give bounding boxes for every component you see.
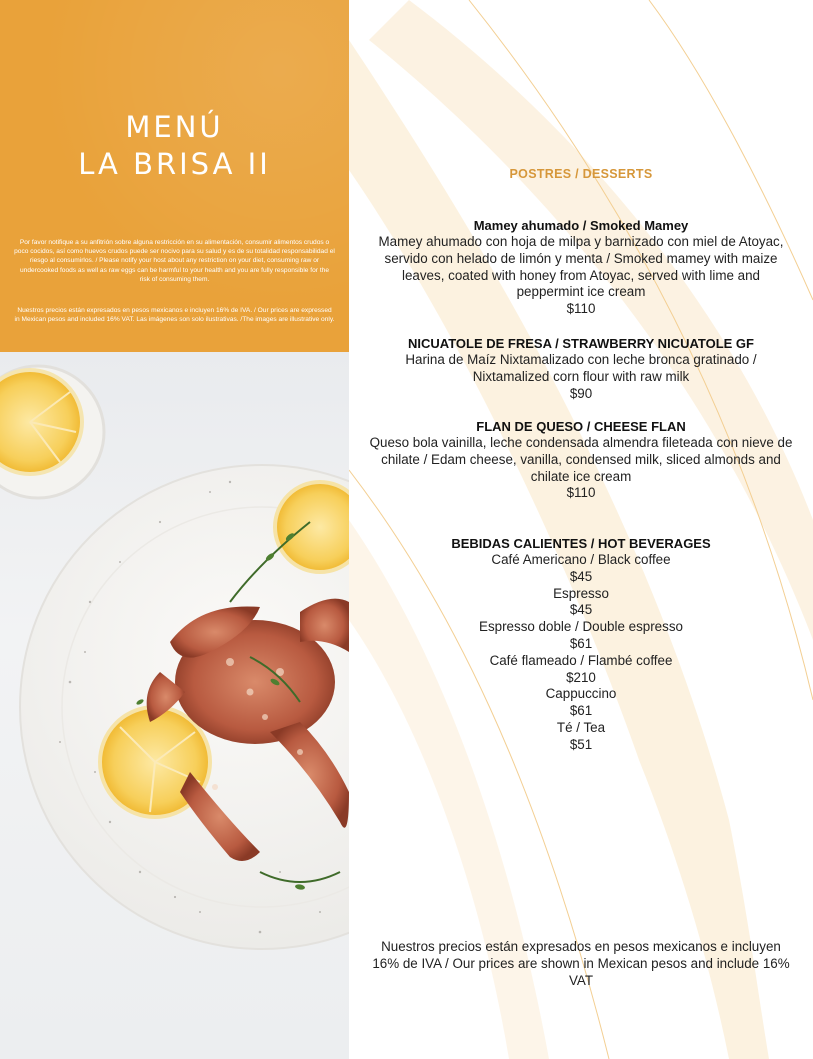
food-photo (0, 352, 349, 1059)
price-footer-note: Nuestros precios están expresados en pesos mexicanos e incluyen 16% de IVA / Our prices are shown in Mexican pesos and include 16% VAT (372, 939, 790, 988)
dessert-item (369, 418, 793, 502)
beverage-price: $61 (569, 703, 593, 719)
right-column (349, 0, 813, 1059)
dessert-price: $110 (566, 301, 596, 317)
beverage-price: $45 (569, 602, 593, 618)
beverage-name: Café flameado / Flambé coffee (489, 652, 673, 668)
beverage-name: Cappuccino (545, 686, 617, 702)
menu-content (349, 0, 813, 1059)
dessert-description: Harina de Maíz Nixtamalizado con leche bronca gratinado / Nixtamalized corn flour with raw milk (405, 352, 757, 384)
left-column (0, 0, 349, 1059)
dessert-name: FLAN DE QUESO / CHEESE FLAN (476, 419, 686, 434)
dessert-price: $110 (566, 485, 596, 501)
dessert-price: $90 (569, 385, 593, 401)
beverage-name: Té / Tea (556, 719, 606, 735)
beverage-name: Café Americano / Black coffee (491, 552, 671, 567)
dessert-description: Mamey ahumado con hoja de milpa y barnizado con miel de Atoyac, servido con helado de limón y menta / Smoked mamey with maize leaves, coated with honey from Atoyac, served with lime and peppermint ice cream (378, 234, 784, 300)
dessert-item (369, 335, 793, 402)
menu-title-line2: LA BRISA II (78, 147, 271, 181)
beverages-section (369, 535, 793, 754)
beverage-price: $210 (566, 669, 596, 685)
beverage-price: $45 (569, 568, 593, 584)
beverage-name: Espresso (553, 585, 609, 601)
menu-title-line1: MENÚ (125, 110, 224, 144)
desserts-heading: POSTRES / DESSERTS (509, 167, 653, 181)
beverages-heading: BEBIDAS CALIENTES / HOT BEVERAGES (451, 536, 711, 551)
beverage-price: $61 (569, 635, 593, 651)
dessert-description: Queso bola vainilla, leche condensada almendra fileteada con nieve de chilate / Edam cheese, vanilla, condensed milk, sliced almonds and chilate ice cream (369, 435, 793, 484)
dessert-item (369, 217, 793, 318)
title-panel (0, 0, 349, 352)
beverage-name: Espresso doble / Double espresso (479, 619, 683, 635)
price-notice: Nuestros precios están expresados en pesos mexicanos e incluyen 16% de IVA. / Our prices are expressed in Mexican pesos and included 16% VAT. Las imágenes son solo ilustrativas. /The images are illustrative only. (14, 307, 335, 324)
beverage-price: $51 (569, 736, 593, 752)
octopus-dish-illustration (0, 352, 349, 1059)
dessert-name: Mamey ahumado / Smoked Mamey (473, 218, 689, 233)
allergy-notice: Por favor notifique a su anfitrión sobre alguna restricción en su alimentación, consumir alimentos crudos o poco cocidos, así como huevos crudos puede ser nocivo para su salud y es de su totalidad responsabilidad el riesgo al consumirlos. / Please notify your host about any restriction on your diet, consuming raw or undercooked foods as well as raw eggs can be harmful to your health and you are fully responsible for the risk of consuming them. (14, 239, 335, 283)
dessert-name: NICUATOLE DE FRESA / STRAWBERRY NICUATOLE GF (408, 336, 754, 351)
